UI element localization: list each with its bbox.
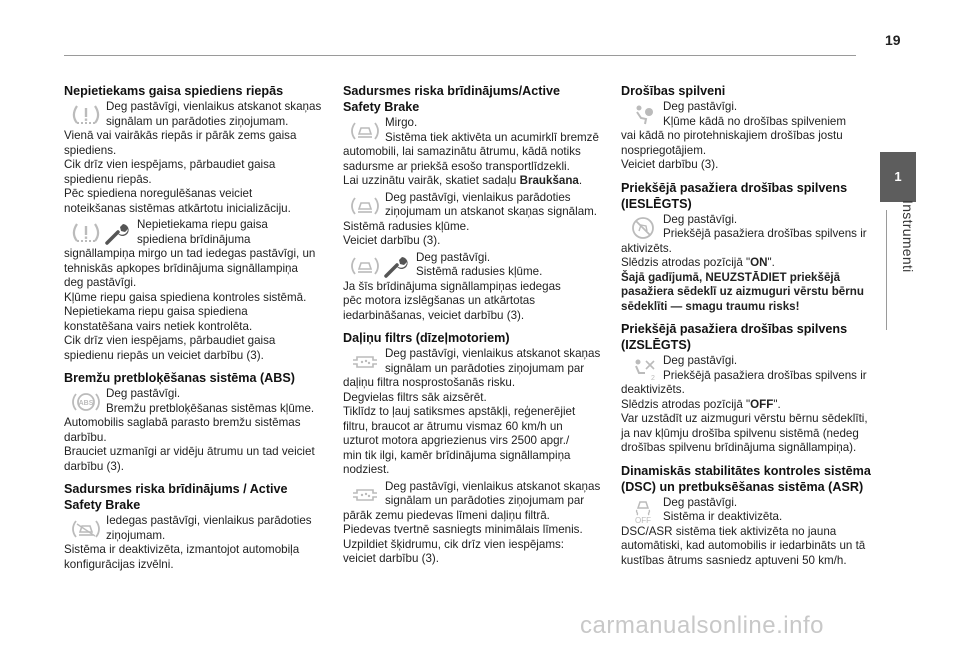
text-line: Veiciet darbību (3). [343, 234, 441, 247]
text-line: Ja šīs brīdinājuma signāllampiņas iedegas [343, 279, 561, 293]
section-collision-active [343, 84, 607, 323]
section-title: Nepietiekams gaisa spiediens riepās [64, 84, 284, 98]
text-line: tehniskās apkopes brīdinājuma signāllampiņa [64, 261, 298, 275]
section-passenger-airbag-on [621, 181, 877, 315]
text-line: Kļūme kādā no drošības spilveniem [663, 114, 847, 128]
tyre-pressure-warning-icon [72, 102, 100, 128]
section-title: Daļiņu filtrs (dīzeļmotoriem) [343, 331, 510, 345]
section-tyre-pressure [64, 84, 326, 363]
text-line: Nepietiekama riepu gaisa [137, 218, 268, 231]
section-particle-filter [343, 331, 607, 567]
page-number: 19 [885, 32, 901, 48]
text-line: Deg pastāvīgi, vienlaikus atskanot skaņas [385, 479, 601, 493]
text-line: Mirgo. [385, 116, 418, 129]
dsc-off-icon [629, 498, 657, 524]
watermark: carmanualsonline.info [580, 612, 824, 639]
text-line: Brauciet uzmanīgi ar vidēju ātrumu un tad veiciet [64, 445, 315, 458]
text-line: konfigurācijas izvēlni. [64, 557, 174, 571]
collision-warning-icon [351, 193, 379, 219]
chapter-tab: 1 [880, 152, 916, 202]
text-line: Deg pastāvīgi. [663, 212, 738, 226]
text-line: signālam un parādoties ziņojumam par [385, 494, 585, 507]
section-title: Dinamiskās stabilitātes kontroles sistēma [621, 463, 871, 478]
text-line: konstatēšana vairs netiek kontrolēta. [64, 319, 253, 333]
text-line: pasažiera sēdeklī uz aizmuguri vērstu bērnu [621, 285, 864, 298]
text-line: filtru, braucot ar ātrumu vismaz 60 km/h un [343, 419, 563, 433]
dsc-off-label: OFF [635, 515, 651, 524]
section-title: Priekšējā pasažiera drošības spilvens [621, 180, 848, 195]
chapter-rule [886, 210, 887, 330]
text-line: Deg pastāvīgi. [416, 250, 491, 264]
text-line: uzturot motora apgriezienus virs 2500 apgr./ [343, 434, 570, 447]
collision-warning-icon [351, 118, 379, 144]
text-line: spiedienu riepās. [64, 172, 152, 186]
text-line: iedarbināšanas, veiciet darbību (3). [343, 308, 525, 322]
section-title: (DSC) un pretbuksēšanas sistēma (ASR) [621, 479, 864, 494]
text-line: Var uzstādīt uz aizmuguri vērstu bērnu sēdeklīti, [621, 412, 868, 425]
text-line: Nepietiekama riepu gaisa spiediena [64, 305, 248, 318]
text-line: Veiciet darbību (3). [621, 158, 719, 171]
text-line: spiedienu riepās un veiciet darbību (3). [64, 348, 264, 362]
text-line: noteikšanas sistēmas atkārtotu inicializāciju. [64, 201, 291, 215]
text-line: signālam un parādoties ziņojumam par [385, 361, 585, 375]
text-line: vai kādā no pirotehniskajiem drošības jostu [621, 129, 843, 142]
section-dsc-asr [621, 464, 877, 569]
collision-warning-icon [351, 253, 379, 279]
column-1 [64, 84, 326, 580]
text-line: drošības spilvenu brīdinājuma signāllampiņa). [621, 441, 857, 454]
text-line: pārāk zemu piedevas līmeni daļiņu filtrā. [343, 508, 550, 522]
text-line: darbību. [64, 430, 107, 444]
chapter-title: Instrumenti [900, 200, 916, 273]
switch-position: ON [750, 256, 768, 269]
text-line: Deg pastāvīgi. [663, 495, 738, 509]
text-line: veiciet darbību (3). [343, 552, 440, 565]
text-line: Slēdzis atrodas pozīcijā "ON". [621, 256, 775, 269]
text-line: signāllampiņa mirgo un tad iedegas pastāvīgi, un [64, 247, 316, 260]
text-line: Cik drīz vien iespējams, pārbaudiet gaisa [64, 158, 276, 171]
text-line: spiediens. [64, 143, 117, 157]
particle-filter-icon [351, 482, 379, 508]
text-line: ziņojumam un atskanot skaņas signālam. [385, 205, 598, 218]
abs-warning-icon [72, 389, 100, 415]
text-line: Deg pastāvīgi, vienlaikus atskanot skaņas [106, 100, 322, 113]
text-line: Automobilis saglabā parasto bremžu sistēmas [64, 416, 301, 429]
text-line: daļiņu filtra nosprostošanās risku. [343, 376, 516, 389]
section-title: Sadursmes riska brīdinājums/Active [343, 84, 560, 98]
section-title: Priekšējā pasažiera drošības spilvens [621, 322, 848, 336]
text-line: Bremžu pretbloķēšanas sistēmas kļūme. [106, 401, 315, 415]
passenger-airbag-off-icon [629, 356, 657, 382]
text-line: Deg pastāvīgi. [663, 100, 738, 113]
text-line: Cik drīz vien iespējams, pārbaudiet gaisa [64, 334, 276, 347]
text-line: automobili, lai samazinātu ātrumu, kādā notiks [343, 145, 581, 158]
text-line: aktivizēts. [621, 241, 672, 255]
text-line: Sistēmā radusies kļūme. [416, 265, 543, 278]
cross-reference: Braukšana [519, 174, 579, 187]
column-3 [621, 84, 877, 576]
section-title: Safety Brake [343, 100, 420, 114]
section-title: Bremžu pretbloķēšanas sistēma (ABS) [64, 371, 295, 385]
text-line: Slēdzis atrodas pozīcijā "OFF". [621, 397, 781, 411]
text-line: min tik ilgi, kamēr brīdinājuma signāllampiņa [343, 448, 571, 462]
text-line: pēc motora izslēgšanas un atkārtotas [343, 294, 536, 307]
section-title: (IZSLĒGTS) [621, 338, 691, 352]
text-line: nodziest. [343, 463, 390, 476]
section-passenger-airbag-off [621, 322, 877, 456]
text-line: Degvielas filtrs sāk aizsērēt. [343, 390, 487, 404]
collision-warning-icon [72, 516, 100, 542]
text-line: Deg pastāvīgi, vienlaikus parādoties [385, 190, 571, 204]
child-seat-airbag-icon [629, 215, 657, 241]
text-line: Pēc spiediena noregulēšanas veiciet [64, 187, 253, 200]
header-rule [64, 55, 856, 56]
section-airbags [621, 84, 877, 173]
wrench-icon [103, 220, 131, 246]
section-title: Safety Brake [64, 498, 141, 512]
text-line: Sistēma tiek aktivēta un acumirklī bremzē [385, 130, 599, 144]
section-title: (IESLĒGTS) [621, 196, 692, 211]
text-line: deaktivizēts. [621, 383, 685, 396]
text-line: ziņojumam. [106, 528, 166, 542]
airbag-warning-icon [629, 102, 657, 128]
text-line: nospriegotājiem. [621, 143, 707, 157]
tyre-pressure-warning-icon [72, 220, 100, 246]
text-line: Priekšējā pasažiera drošības spilvens ir [663, 227, 867, 240]
text-line: Kļūme riepu gaisa spiediena kontroles sistēmā. [64, 290, 307, 304]
text-line: spiediena brīdinājuma [137, 232, 251, 246]
text-line: Iedegas pastāvīgi, vienlaikus parādoties [106, 514, 312, 527]
text-line: signālam un parādoties ziņojumam. [106, 114, 289, 128]
text-line: Lai uzzinātu vairāk, skatiet sadaļu Braukšana. [343, 174, 583, 187]
text-line: Vienā vai vairākās riepās ir pārāk zems gaisa [64, 129, 297, 142]
text-line: Tiklīdz to ļauj satiksmes apstākļi, reģenerējiet [343, 405, 576, 418]
text-line: Sistēmā radusies kļūme. [343, 219, 470, 233]
text-line: Sistēma ir deaktivizēta. [663, 510, 783, 523]
text-line: deg pastāvīgi. [64, 276, 137, 289]
text-line: Piedevas tvertnē sasniegts minimālais līmenis. [343, 523, 583, 536]
text-line: ja nav kļūmju drošība spilvenu sistēmā (nedeg [621, 426, 859, 440]
text-line: DSC/ASR sistēma tiek aktivizēta no jauna [621, 524, 837, 538]
section-title: Sadursmes riska brīdinājums / Active [64, 482, 288, 496]
wrench-icon [382, 253, 410, 279]
text-line: kustības ātrums sasniedz aptuveni 50 km/h. [621, 553, 847, 567]
text-line: sēdeklīti — smagu traumu risks! [621, 299, 800, 313]
text-line: Sistēma ir deaktivizēta, izmantojot automobiļa [64, 543, 300, 556]
text-line: Šajā gadījumā, NEUZSTĀDIET priekšējā [621, 270, 841, 284]
text-line: sadursme ar priekšā esošo transportlīdzekli. [343, 159, 570, 173]
text-line: Deg pastāvīgi. [106, 387, 181, 400]
text-line: Deg pastāvīgi, vienlaikus atskanot skaņas [385, 347, 601, 360]
text-line: Deg pastāvīgi. [663, 354, 738, 367]
section-title: Drošības spilveni [621, 84, 726, 98]
text-line: Uzpildiet šķidrumu, cik drīz vien iespējams: [343, 537, 565, 551]
svg-text:ABS: ABS [78, 400, 94, 407]
text-line: automātiski, kad automobilis ir iedarbināts un tā [621, 539, 866, 552]
switch-position: OFF [750, 397, 774, 411]
column-2 [343, 84, 607, 575]
text-line: Priekšējā pasažiera drošības spilvens ir [663, 368, 867, 382]
particle-filter-icon [351, 349, 379, 375]
section-collision-off [64, 482, 326, 572]
text-line: darbību (3). [64, 459, 124, 473]
section-abs [64, 371, 326, 474]
svg-text:2: 2 [651, 375, 655, 382]
